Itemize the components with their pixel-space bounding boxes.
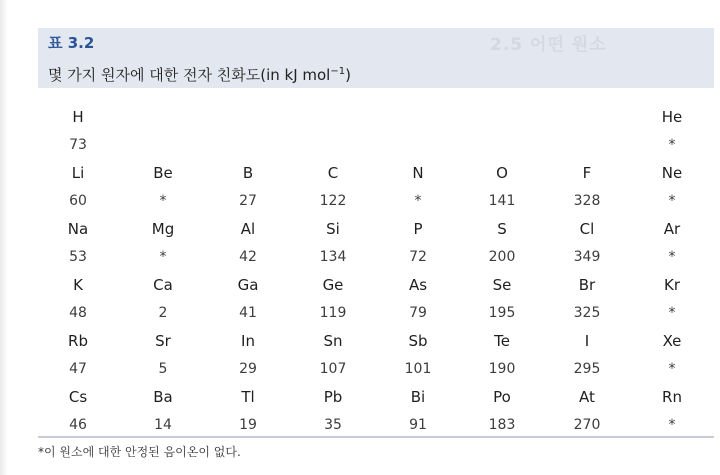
element-symbol: N — [412, 164, 424, 182]
element-symbol: Al — [240, 220, 256, 238]
affinity-value: 107 — [319, 361, 347, 377]
affinity-value: * — [414, 193, 422, 209]
element-symbol: Tl — [241, 388, 255, 406]
table-title-close: ) — [345, 66, 351, 84]
bleed-through-heading: 2.5 어떤 원소 — [490, 35, 607, 55]
affinity-value: 270 — [573, 417, 601, 433]
affinity-value: 190 — [488, 361, 516, 377]
table-bottom-rule — [38, 436, 714, 438]
element-symbol: In — [241, 332, 255, 350]
element-symbol: At — [579, 388, 595, 406]
element-symbol: O — [496, 164, 508, 182]
affinity-value: 2 — [158, 305, 168, 321]
affinity-value: 122 — [319, 193, 347, 209]
table-row-values — [38, 411, 714, 439]
affinity-value: 48 — [69, 305, 87, 321]
affinity-value: 46 — [69, 417, 87, 433]
affinity-value: 134 — [319, 249, 347, 265]
affinity-value: 19 — [239, 417, 257, 433]
element-symbol: Bi — [410, 388, 426, 406]
element-symbol: Sb — [408, 332, 428, 350]
affinity-value: 27 — [239, 193, 257, 209]
affinity-value: 60 — [69, 193, 87, 209]
affinity-value: 328 — [573, 193, 601, 209]
element-symbol: I — [584, 332, 590, 350]
element-symbol: Ca — [153, 276, 173, 294]
affinity-value: 41 — [239, 305, 257, 321]
table-row-symbols — [38, 159, 714, 187]
affinity-value: 141 — [488, 193, 516, 209]
affinity-value: 101 — [404, 361, 432, 377]
element-symbol: Ar — [663, 220, 681, 238]
affinity-value: 195 — [488, 305, 516, 321]
element-symbol: Br — [578, 276, 596, 294]
element-symbol: Po — [493, 388, 511, 406]
element-symbol: Se — [492, 276, 512, 294]
table-title-text: 몇 가지 원자에 대한 전자 친화도(in kJ mol — [48, 66, 331, 84]
element-symbol: Li — [71, 164, 85, 182]
table-row-symbols — [38, 215, 714, 243]
table-row-values — [38, 131, 714, 159]
element-symbol: Ga — [237, 276, 259, 294]
table-row-symbols — [38, 383, 714, 411]
table-title — [48, 64, 351, 85]
affinity-value: 200 — [488, 249, 516, 265]
element-symbol: P — [413, 220, 423, 238]
affinity-value: 91 — [409, 417, 427, 433]
affinity-value: 183 — [488, 417, 516, 433]
affinity-value: * — [668, 137, 676, 153]
element-symbol: As — [408, 276, 428, 294]
affinity-value: 47 — [69, 361, 87, 377]
element-symbol: B — [242, 164, 254, 182]
table-row-values — [38, 355, 714, 383]
element-symbol: Rb — [68, 332, 88, 350]
affinity-value: 349 — [573, 249, 601, 265]
element-symbol: Ge — [322, 276, 344, 294]
affinity-value: * — [668, 361, 676, 377]
element-symbol: Si — [326, 220, 340, 238]
affinity-value: 72 — [409, 249, 427, 265]
element-symbol: C — [327, 164, 339, 182]
affinity-value: * — [668, 417, 676, 433]
table-number-label: 표 3.2 — [48, 34, 95, 52]
affinity-value: * — [159, 193, 167, 209]
table-row-symbols — [38, 271, 714, 299]
affinity-value: 14 — [154, 417, 172, 433]
element-symbol: Sn — [323, 332, 343, 350]
table-title-exponent: −1 — [330, 66, 346, 77]
element-symbol: K — [73, 276, 83, 294]
table-row-values — [38, 243, 714, 271]
affinity-value: 42 — [239, 249, 257, 265]
table-footnote: *이 원소에 대한 안정된 음이온이 없다. — [38, 445, 241, 459]
affinity-value: 119 — [319, 305, 347, 321]
affinity-value: * — [668, 249, 676, 265]
affinity-value: 73 — [69, 137, 87, 153]
affinity-value: 35 — [324, 417, 342, 433]
element-symbol: Cs — [68, 388, 88, 406]
affinity-value: 79 — [409, 305, 427, 321]
element-symbol: Mg — [151, 220, 175, 238]
page-edge-shadow — [0, 0, 8, 475]
element-symbol: F — [582, 164, 592, 182]
affinity-value: 5 — [158, 361, 168, 377]
affinity-value: 295 — [573, 361, 601, 377]
affinity-value: * — [668, 305, 676, 321]
element-symbol: Kr — [663, 276, 680, 294]
element-symbol: Rn — [662, 388, 682, 406]
element-symbol: Pb — [323, 388, 343, 406]
element-symbol: Ba — [153, 388, 173, 406]
element-symbol: Xe — [662, 332, 682, 350]
table-row-values — [38, 187, 714, 215]
table-row-symbols — [38, 327, 714, 355]
table-row-values — [38, 299, 714, 327]
affinity-value: * — [159, 249, 167, 265]
element-symbol: He — [661, 108, 683, 126]
element-symbol: H — [72, 108, 84, 126]
affinity-value: * — [668, 193, 676, 209]
element-symbol: S — [497, 220, 507, 238]
affinity-value: 325 — [573, 305, 601, 321]
element-symbol: Te — [494, 332, 510, 350]
element-symbol: Sr — [155, 332, 171, 350]
affinity-value: 53 — [69, 249, 87, 265]
electron-affinity-table — [38, 103, 714, 439]
element-symbol: Ne — [661, 164, 683, 182]
element-symbol: Na — [67, 220, 89, 238]
table-row-symbols — [38, 103, 714, 131]
affinity-value: 29 — [239, 361, 257, 377]
element-symbol: Be — [153, 164, 173, 182]
table-header — [38, 28, 714, 88]
element-symbol: Cl — [579, 220, 595, 238]
